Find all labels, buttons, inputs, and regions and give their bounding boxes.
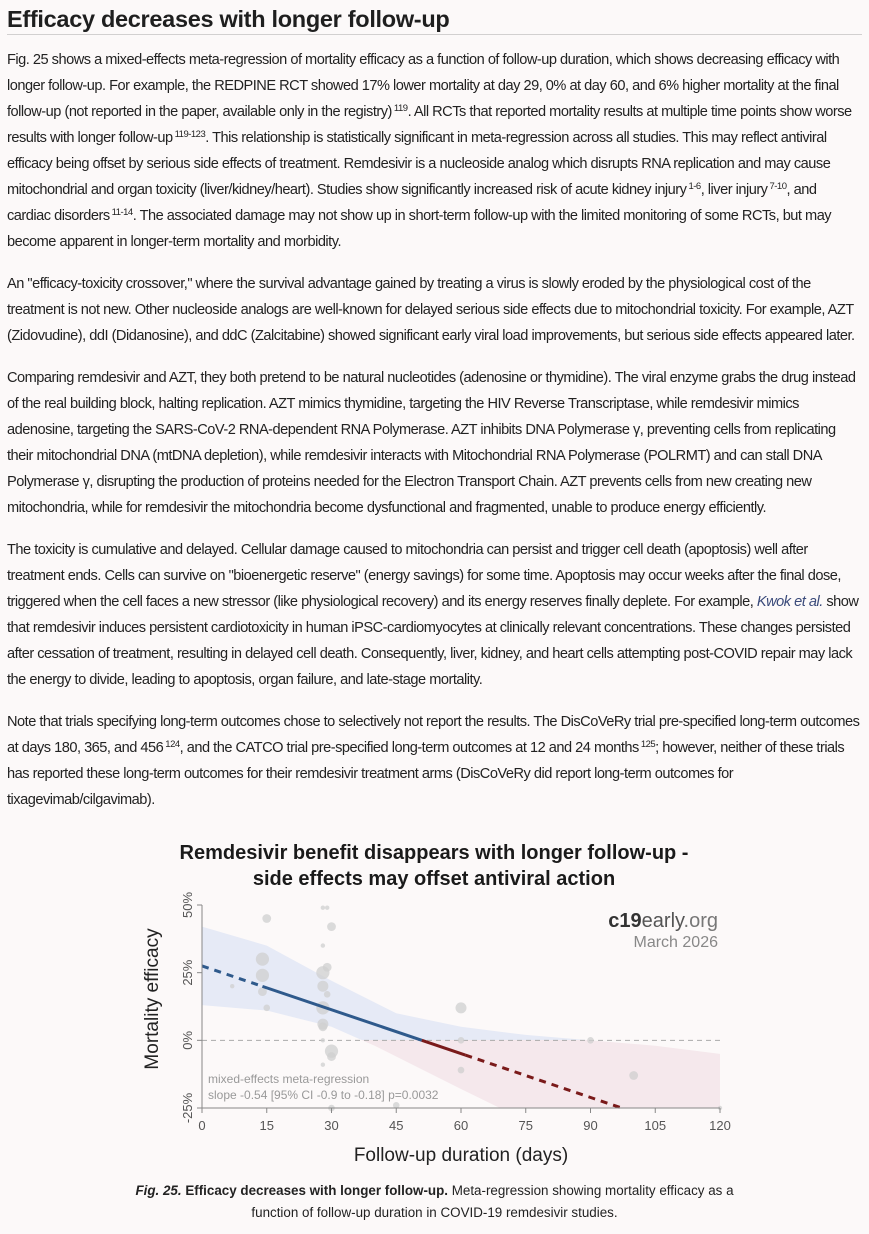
- regression-annotation-2: slope -0.54 [95% CI -0.9 to -0.18] p=0.0032: [208, 1088, 439, 1102]
- brand-date: March 2026: [633, 934, 718, 951]
- data-point: [321, 943, 325, 947]
- data-point: [321, 1062, 325, 1066]
- data-point: [587, 1037, 594, 1044]
- y-axis-label: Mortality efficacy: [142, 928, 163, 1070]
- paragraph-3: Comparing remdesivir and AZT, they both pretend to be natural nucleotides (adenosine or thymidine). The viral enzyme grabs the drug instead of the real building block, halting replication. AZT mimics thymidine, targeting the HIV Reverse Transcriptase, while remdesivir mimics adenosine, targeting the SARS-CoV-2 RNA-dependent RNA Polymerase. AZT inhibits DNA Polymerase γ, preventing cells from replicating their mitochondrial DNA (mtDNA depletion), while remdesivir interacts with Mitochondrial RNA Polymerase (POLRMT) and can stall DNA Polymerase γ, disrupting the production of proteins needed for the Electron Transport Chain. AZT prevents cells from new creating new mitochondria, while for remdesivir the mitochondria become dysfunctional and fragmented, unable to produce energy efficiently.: [7, 370, 856, 516]
- x-tick-label: 90: [583, 1118, 598, 1133]
- citation-link[interactable]: 125: [640, 739, 656, 750]
- data-point: [256, 953, 269, 966]
- data-point: [321, 906, 325, 910]
- data-point: [263, 1005, 270, 1012]
- text: show that remdesivir induces persistent cardiotoxicity in human iPSC-cardiomyocytes at clinically relevant concentrations. These changes persisted after cessation of treatment, resulting in delayed cell death. Consequently, liver, kidney, and heart cells attempting post-COVID repair may lack the energy to divide, leading to apoptosis, organ failure, and late-stage mortality.: [7, 594, 859, 688]
- chart-title-line-1: Remdesivir benefit disappears with longer follow-up -: [179, 842, 689, 864]
- paragraph-5: [7, 709, 863, 813]
- text: . All RCTs that reported mortality results at multiple time points show worse results with longer follow-up: [7, 104, 852, 146]
- data-point: [458, 1037, 465, 1044]
- data-point: [327, 1052, 336, 1061]
- y-tick-label: -25%: [180, 1092, 195, 1124]
- data-point: [456, 1002, 467, 1013]
- data-point: [323, 963, 332, 972]
- chart-title-line-2: side effects may offset antiviral action: [252, 868, 616, 890]
- regression-annotation-1: mixed-effects meta-regression: [208, 1072, 370, 1086]
- y-tick-label: 50%: [180, 891, 195, 919]
- citation-link[interactable]: 7-10: [769, 181, 787, 192]
- kwok-link[interactable]: Kwok et al.: [756, 594, 823, 610]
- x-axis-label: Follow-up duration (days): [353, 1145, 569, 1166]
- paragraph-2: An "efficacy-toxicity crossover," where the survival advantage gained by treating a virus is slowly eroded by the physiological cost of the treatment is not new. Other nucleoside analogs are well-known for delayed serious side effects due to mitochondrial toxicity. For example, AZT (Zidovudine), ddI (Didanosine), and ddC (Zalcitabine) showed significant early viral load improvements, but serious side effects appeared later.: [7, 276, 855, 344]
- x-tick-label: 30: [324, 1118, 339, 1133]
- citation-link[interactable]: 124: [165, 739, 180, 750]
- body-text: [0, 35, 869, 813]
- data-point: [317, 981, 328, 992]
- data-point: [325, 906, 329, 910]
- figure-caption: [115, 1180, 755, 1224]
- brand-watermark: c19early.org: [608, 910, 718, 932]
- x-tick-label: 45: [389, 1118, 404, 1133]
- text: ; however, neither of these trials has reported these long-term outcomes for their remdesivir treatment arms (DisCoVeRy did report long-term outcomes for tixagevimab/cilgavimab).: [7, 740, 845, 808]
- data-point: [230, 984, 234, 988]
- x-tick-label: 0: [198, 1118, 206, 1133]
- paragraph-4: [7, 537, 863, 693]
- text: . The associated damage may not show up in short-term follow-up with the limited monitoring of some RCTs, but may become apparent in longer-term mortality and morbidity.: [7, 208, 832, 250]
- text: . This relationship is statistically significant in meta-regression across all studies. This may reflect antiviral efficacy being offset by serious side effects of treatment. Remdesivir is a nucleoside analog which disrupts RNA replication and may cause mitochondrial and organ toxicity (liver/kidney/heart). Studies show significantly increased risk of acute kidney injury: [7, 130, 831, 198]
- data-point: [318, 1022, 327, 1031]
- data-point: [324, 991, 331, 998]
- x-tick-label: 60: [453, 1118, 469, 1133]
- section-header: [0, 0, 869, 34]
- citation-link[interactable]: 1-6: [688, 181, 701, 192]
- caption-text: Meta-regression showing mortality efficacy as a function of follow-up duration in COVID-19 remdesivir studies.: [251, 1183, 734, 1220]
- citation-link[interactable]: 119-123: [174, 129, 206, 140]
- caption-label: Fig. 25.: [135, 1183, 182, 1198]
- text: Note that trials specifying long-term outcomes chose to selectively not report the results. The DisCoVeRy trial pre-specified long-term outcomes at days 180, 365, and 456: [7, 714, 860, 756]
- y-tick-label: 25%: [180, 959, 195, 986]
- x-tick-label: 120: [709, 1118, 731, 1133]
- y-tick-label: 0%: [180, 1030, 195, 1050]
- data-point: [321, 1038, 325, 1042]
- text: , and cardiac disorders: [7, 182, 817, 224]
- text: , liver injury: [700, 182, 768, 198]
- data-point: [262, 914, 271, 923]
- text: , and the CATCO trial pre-specified long-term outcomes at 12 and 24 months: [179, 740, 639, 756]
- data-point: [256, 969, 269, 982]
- citation-link[interactable]: 11-14: [111, 207, 133, 218]
- data-point: [458, 1067, 465, 1074]
- data-point: [327, 922, 336, 931]
- caption-bold: Efficacy decreases with longer follow-up.: [185, 1183, 448, 1198]
- x-tick-label: 15: [259, 1118, 274, 1133]
- data-point: [629, 1071, 638, 1080]
- x-tick-label: 75: [518, 1118, 533, 1133]
- citation-link[interactable]: 119: [393, 103, 408, 114]
- text: The toxicity is cumulative and delayed. Cellular damage caused to mitochondria can persist and trigger cell death (apoptosis) well after treatment ends. Cells can survive on "bioenergetic reserve" (energy savings) for some time. Apoptosis may occur weeks after the final dose, triggered when the cell faces a new stressor (like physiological recovery) and its energy reserves finally deplete. For example,: [7, 542, 841, 610]
- paragraph-1: [7, 47, 863, 255]
- section-heading: Efficacy decreases with longer follow-up: [7, 6, 450, 32]
- meta-regression-chart: [0, 829, 869, 1174]
- x-tick-label: 105: [644, 1118, 667, 1133]
- text: Fig. 25 shows a mixed-effects meta-regression of mortality efficacy as a function of follow-up duration, which shows decreasing efficacy with longer follow-up. For example, the REDPINE RCT showed 17% lower mortality at day 29, 0% at day 60, and 6% higher mortality at the final follow-up (not reported in the paper, available only in the registry): [7, 52, 840, 120]
